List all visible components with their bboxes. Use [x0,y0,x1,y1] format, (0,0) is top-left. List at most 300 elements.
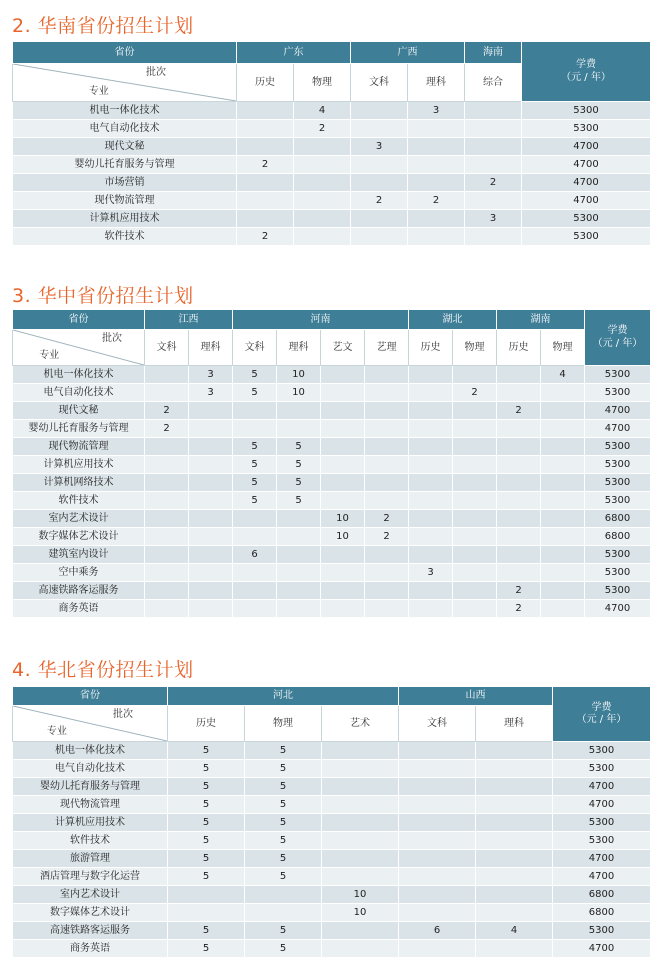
tuition-fee-cell: 5300 [585,438,651,456]
quota-cell: 3 [189,366,233,384]
batch-header: 历史 [409,330,453,366]
quota-cell [189,510,233,528]
quota-cell [189,438,233,456]
major-name-cell: 市场营销 [13,174,237,192]
quota-cell [237,138,294,156]
quota-cell [351,156,408,174]
quota-cell [465,138,522,156]
quota-cell [322,832,399,850]
major-name-cell: 数字媒体艺术设计 [13,528,145,546]
quota-cell [189,600,233,618]
quota-cell [365,546,409,564]
major-label: 专业 [88,86,109,97]
quota-cell: 5 [245,778,322,796]
tuition-fee-cell: 4700 [522,192,651,210]
quota-cell [237,174,294,192]
quota-cell [245,886,322,904]
quota-cell [351,210,408,228]
quota-cell: 2 [294,120,351,138]
quota-cell [409,366,453,384]
fee-label: 学费 [607,325,628,336]
batch-header: 物理 [294,64,351,102]
major-name-cell: 现代物流管理 [13,192,237,210]
province-label: 省份 [13,687,168,706]
quota-cell: 10 [321,510,365,528]
table-row [13,582,651,600]
quota-cell [365,420,409,438]
table-row [13,832,651,850]
quota-cell [409,510,453,528]
batch-header: 物理 [541,330,585,366]
quota-cell [409,600,453,618]
fee-label: 学费 [576,59,596,70]
batch-header: 历史 [168,706,245,742]
quota-cell [453,564,497,582]
quota-cell [497,438,541,456]
major-name-cell: 现代文秘 [13,402,145,420]
batch-header: 历史 [497,330,541,366]
major-name-cell: 计算机应用技术 [13,814,168,832]
table-row [13,510,651,528]
quota-cell [408,120,465,138]
table-row [13,456,651,474]
quota-cell [294,228,351,246]
quota-cell [168,886,245,904]
quota-cell [476,796,553,814]
quota-cell: 4 [476,922,553,940]
tuition-fee-cell: 4700 [585,600,651,618]
quota-cell [145,600,189,618]
quota-cell: 10 [277,384,321,402]
quota-cell: 5 [245,796,322,814]
quota-cell [322,850,399,868]
major-name-cell: 机电一体化技术 [13,102,237,120]
quota-cell [321,402,365,420]
quota-cell [453,456,497,474]
table-row [13,210,651,228]
quota-cell [476,940,553,958]
quota-cell [168,904,245,922]
quota-cell [453,582,497,600]
major-name-cell: 计算机网络技术 [13,474,145,492]
quota-cell: 3 [189,384,233,402]
major-name-cell: 婴幼儿托育服务与管理 [13,156,237,174]
quota-cell [233,420,277,438]
quota-cell [322,796,399,814]
quota-cell [399,940,476,958]
quota-cell [541,474,585,492]
quota-cell [321,384,365,402]
table-body [13,742,651,958]
quota-cell [189,402,233,420]
quota-cell [145,366,189,384]
quota-cell [365,564,409,582]
quota-cell [476,904,553,922]
tuition-fee-cell: 6800 [553,904,651,922]
table-row [13,228,651,246]
province-label: 省份 [13,42,237,64]
quota-cell [453,528,497,546]
quota-cell [497,366,541,384]
quota-cell [399,886,476,904]
quota-cell [145,546,189,564]
fee-header [553,687,651,742]
quota-cell [408,156,465,174]
batch-header: 物理 [245,706,322,742]
quota-cell: 5 [245,940,322,958]
quota-cell [233,402,277,420]
quota-cell [541,528,585,546]
table-body [13,102,651,246]
batch-header: 历史 [237,64,294,102]
quota-cell [476,760,553,778]
major-label: 专业 [39,350,60,361]
quota-cell [322,868,399,886]
quota-cell [399,868,476,886]
table-row [13,564,651,582]
tuition-fee-cell: 4700 [522,174,651,192]
table-row [13,528,651,546]
quota-cell [322,814,399,832]
table-row [13,102,651,120]
quota-cell: 5 [168,814,245,832]
major-name-cell: 高速铁路客运服务 [13,582,145,600]
batch-header: 理科 [189,330,233,366]
quota-cell: 5 [168,742,245,760]
major-name-cell: 计算机应用技术 [13,456,145,474]
tuition-fee-cell: 4700 [553,940,651,958]
table-row [13,438,651,456]
quota-cell [497,474,541,492]
major-name-cell: 电气自动化技术 [13,384,145,402]
quota-cell [321,582,365,600]
quota-cell [189,528,233,546]
tuition-fee-cell: 5300 [585,492,651,510]
quota-cell: 2 [237,228,294,246]
quota-cell [497,546,541,564]
quota-cell [294,174,351,192]
quota-cell [409,402,453,420]
quota-cell [541,456,585,474]
quota-cell [189,546,233,564]
batch-label: 批次 [146,67,166,78]
quota-cell [365,456,409,474]
table-row [13,174,651,192]
province-header: 山西 [399,687,553,706]
quota-cell [497,564,541,582]
table-row [13,600,651,618]
table-row [13,778,651,796]
quota-cell: 2 [145,420,189,438]
quota-cell [233,582,277,600]
quota-cell [476,832,553,850]
tuition-fee-cell: 6800 [585,510,651,528]
batch-header: 综合 [465,64,522,102]
tuition-fee-cell: 5300 [553,760,651,778]
quota-cell [233,564,277,582]
quota-cell: 2 [351,192,408,210]
quota-cell [322,742,399,760]
quota-cell [321,456,365,474]
quota-cell [453,402,497,420]
quota-cell [189,564,233,582]
quota-cell [408,174,465,192]
quota-cell: 2 [365,510,409,528]
quota-cell [351,120,408,138]
table-row [13,366,651,384]
quota-cell [497,492,541,510]
quota-cell [541,564,585,582]
major-name-cell: 机电一体化技术 [13,366,145,384]
table-row [13,760,651,778]
quota-cell [409,492,453,510]
fee-unit-label: （元 / 年） [592,337,643,349]
quota-cell [145,474,189,492]
province-label: 省份 [13,310,145,330]
quota-cell [409,456,453,474]
tuition-fee-cell: 4700 [522,156,651,174]
major-name-cell: 软件技术 [13,492,145,510]
quota-cell [277,546,321,564]
batch-major-diagonal-header [13,706,168,742]
quota-cell [365,366,409,384]
quota-cell [399,850,476,868]
quota-cell [409,420,453,438]
province-header: 江西 [145,310,233,330]
quota-cell: 5 [168,796,245,814]
table-row [13,796,651,814]
quota-cell [189,492,233,510]
tuition-fee-cell: 5300 [553,832,651,850]
tuition-fee-cell: 5300 [522,102,651,120]
quota-cell [453,474,497,492]
fee-header [585,310,651,366]
table-row [13,886,651,904]
quota-cell [365,600,409,618]
quota-cell [322,778,399,796]
quota-cell: 5 [168,940,245,958]
tuition-fee-cell: 4700 [585,402,651,420]
table-row [13,384,651,402]
table-row [13,138,651,156]
quota-cell: 5 [168,868,245,886]
quota-cell [322,922,399,940]
quota-cell [294,210,351,228]
quota-cell: 3 [408,102,465,120]
quota-cell [351,228,408,246]
quota-cell: 3 [409,564,453,582]
quota-cell: 3 [351,138,408,156]
quota-cell [409,384,453,402]
batch-major-diagonal-header [13,330,145,366]
quota-cell [237,192,294,210]
batch-header: 文科 [399,706,476,742]
quota-cell [465,120,522,138]
tuition-fee-cell: 5300 [585,564,651,582]
quota-cell: 10 [322,904,399,922]
major-name-cell: 软件技术 [13,832,168,850]
quota-cell: 5 [245,850,322,868]
tuition-fee-cell: 5300 [553,814,651,832]
major-name-cell: 商务英语 [13,600,145,618]
major-name-cell: 商务英语 [13,940,168,958]
batch-header: 物理 [453,330,497,366]
quota-cell [476,886,553,904]
quota-cell [189,456,233,474]
tuition-fee-cell: 6800 [553,886,651,904]
quota-cell: 2 [453,384,497,402]
table-row [13,120,651,138]
quota-cell [189,420,233,438]
major-name-cell: 高速铁路客运服务 [13,922,168,940]
quota-cell: 5 [168,778,245,796]
table-row [13,546,651,564]
quota-cell [189,582,233,600]
quota-cell [294,192,351,210]
tuition-fee-cell: 5300 [585,456,651,474]
quota-cell [145,456,189,474]
major-name-cell: 空中乘务 [13,564,145,582]
quota-cell [476,814,553,832]
tuition-fee-cell: 4700 [522,138,651,156]
quota-cell: 2 [408,192,465,210]
quota-cell [189,474,233,492]
quota-cell [453,600,497,618]
quota-cell [497,420,541,438]
batch-major-diagonal-header [13,64,237,102]
table-row [13,814,651,832]
quota-cell: 5 [245,832,322,850]
quota-cell: 5 [245,742,322,760]
major-name-cell: 酒店管理与数字化运营 [13,868,168,886]
quota-cell [277,600,321,618]
fee-unit-label: （元 / 年） [561,71,611,83]
batch-header: 文科 [233,330,277,366]
quota-cell [541,420,585,438]
table-row [13,156,651,174]
quota-cell: 5 [168,760,245,778]
quota-cell: 2 [497,600,541,618]
quota-cell: 2 [145,402,189,420]
quota-cell [145,582,189,600]
table-row [13,850,651,868]
quota-cell [321,546,365,564]
quota-cell [321,600,365,618]
quota-cell [541,510,585,528]
quota-cell [497,456,541,474]
major-name-cell: 婴幼儿托育服务与管理 [13,420,145,438]
province-header: 河北 [168,687,399,706]
major-name-cell: 婴幼儿托育服务与管理 [13,778,168,796]
quota-cell: 5 [245,868,322,886]
quota-cell [541,492,585,510]
tuition-fee-cell: 5300 [553,922,651,940]
quota-cell: 10 [277,366,321,384]
table-row [13,402,651,420]
quota-cell [321,366,365,384]
major-name-cell: 现代物流管理 [13,438,145,456]
batch-header: 艺理 [365,330,409,366]
quota-cell [541,438,585,456]
quota-cell: 5 [168,922,245,940]
quota-cell [322,760,399,778]
quota-cell [277,564,321,582]
major-name-cell: 旅游管理 [13,850,168,868]
quota-cell [145,564,189,582]
quota-cell [351,174,408,192]
table-row [13,742,651,760]
quota-cell [399,778,476,796]
quota-cell [408,210,465,228]
quota-cell: 2 [465,174,522,192]
quota-cell [321,492,365,510]
quota-cell [465,228,522,246]
major-name-cell: 室内艺术设计 [13,886,168,904]
enrollment-table-south [12,41,651,246]
tuition-fee-cell: 5300 [585,384,651,402]
tuition-fee-cell: 5300 [522,210,651,228]
tuition-fee-cell: 5300 [585,366,651,384]
quota-cell [476,778,553,796]
quota-cell [399,796,476,814]
batch-header: 文科 [351,64,408,102]
quota-cell [365,384,409,402]
quota-cell: 2 [365,528,409,546]
table-row [13,922,651,940]
tuition-fee-cell: 6800 [585,528,651,546]
quota-cell [399,760,476,778]
tuition-fee-cell: 5300 [585,546,651,564]
quota-cell: 5 [233,456,277,474]
section-title: 2. 华南省份招生计划 [12,15,194,37]
section-title: 3. 华中省份招生计划 [12,285,194,307]
quota-cell [409,438,453,456]
quota-cell [237,120,294,138]
major-name-cell: 数字媒体艺术设计 [13,904,168,922]
quota-cell [294,138,351,156]
province-header: 湖北 [409,310,497,330]
quota-cell: 5 [245,760,322,778]
quota-cell [409,528,453,546]
table-body [13,366,651,618]
diagonal-line [13,64,236,101]
quota-cell [233,600,277,618]
quota-cell: 5 [168,832,245,850]
major-name-cell: 电气自动化技术 [13,120,237,138]
quota-cell [409,546,453,564]
quota-cell [277,582,321,600]
quota-cell: 5 [233,438,277,456]
quota-cell [145,510,189,528]
quota-cell: 5 [277,492,321,510]
quota-cell [497,528,541,546]
tuition-fee-cell: 5300 [553,742,651,760]
major-name-cell: 现代物流管理 [13,796,168,814]
quota-cell [541,402,585,420]
tuition-fee-cell: 5300 [522,120,651,138]
quota-cell: 5 [277,438,321,456]
quota-cell [541,384,585,402]
quota-cell [245,904,322,922]
province-header: 河南 [233,310,409,330]
quota-cell [476,742,553,760]
major-name-cell: 机电一体化技术 [13,742,168,760]
quota-cell [365,438,409,456]
table-row [13,868,651,886]
quota-cell: 5 [277,456,321,474]
quota-cell [294,156,351,174]
quota-cell: 10 [322,886,399,904]
